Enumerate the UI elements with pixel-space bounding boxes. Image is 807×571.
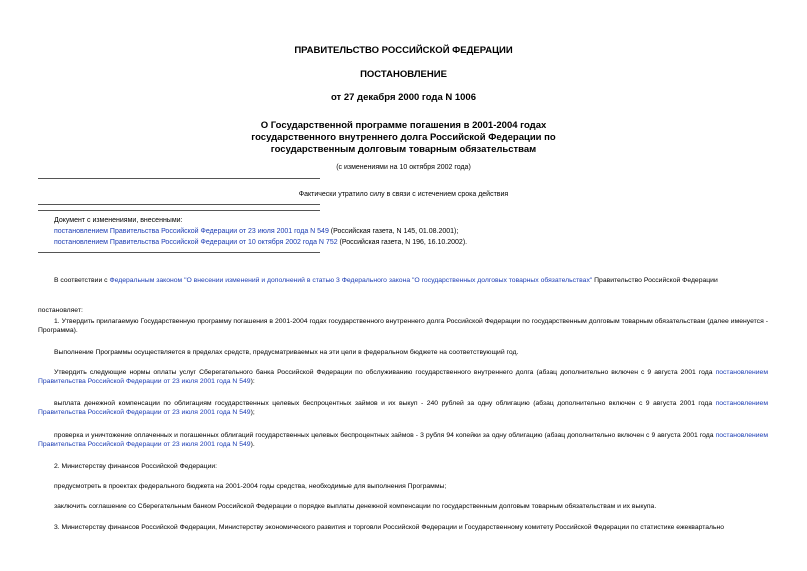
amendments-heading: Документ с изменениями, внесенными: (54, 217, 183, 224)
amendment-source: (Российская газета, N 196, 16.10.2002). (337, 239, 468, 246)
paragraph-text: Утвердить следующие нормы оплаты услуг Сберегательного банка Российской Федерации по обслуживанию государственного внутреннего долга (абзац дополнительно включен с 9 августа 2001 года (54, 369, 716, 376)
paragraph-text: ); (250, 409, 255, 416)
paragraph-text: проверка и уничтожение оплаченных и погашенных облигаций государственных целевых беспроцентных займов - 3 рубля 94 копейки за одну облигацию (абзац дополнительно включен с 9 августа 2001 года (54, 432, 716, 439)
doc-type-heading: ПОСТАНОВЛЕНИЕ (360, 69, 447, 80)
federal-law-link[interactable]: Федеральным законом "О внесении изменений и дополнений в статью 3 Федерального закона "О государственных долговых товарных обязательствах" (109, 277, 593, 284)
divider (38, 204, 320, 205)
divider (38, 210, 320, 211)
preamble (54, 276, 718, 285)
paragraph-9: 3. Министерству финансов Российской Федерации, Министерству экономического развития и торговли Российской Федерации и Государственному комитету Российской Федерации по статистике ежеквартально (54, 524, 725, 531)
amendment-item (54, 227, 458, 236)
title-line: государственным долговым товарным обязательствам (270, 144, 537, 155)
paragraph-text: ). (250, 441, 255, 448)
paragraph-8: заключить соглашение со Сберегательным банком Российской Федерации о порядке выплаты денежной компенсации по государственным долговым товарным обязательствам и их выкупа. (54, 503, 657, 510)
date-number-heading: от 27 декабря 2000 года N 1006 (330, 92, 476, 103)
resolution-link[interactable]: постановлением Правительства Российской Федерации от 23 июля 2001 года N 549 (38, 432, 768, 448)
divider (38, 252, 320, 253)
paragraph-text: ): (250, 378, 255, 385)
amended-note: (с изменениями на 10 октября 2002 года) (336, 164, 471, 171)
amendment-link[interactable]: постановлением Правительства Российской Федерации от 10 октября 2002 года N 752 (54, 239, 338, 246)
paragraph-1: 1. Утвердить прилагаемую Государственную программу погашения в 2001-2004 годах государственного внутреннего долга Российской Федерации по государственным долговым товарным обязательствам (далее именуется - Программа). (38, 318, 768, 334)
divider (38, 178, 320, 179)
paragraph-5 (38, 431, 768, 449)
government-heading: ПРАВИТЕЛЬСТВО РОССИЙСКОЙ ФЕДЕРАЦИИ (294, 45, 513, 56)
status-note: Фактически утратило силу в связи с истечением срока действия (298, 191, 509, 198)
resolution-link[interactable]: постановлением Правительства Российской Федерации от 23 июля 2001 года N 549 (38, 400, 768, 416)
amendment-source: (Российская газета, N 145, 01.08.2001); (328, 228, 459, 235)
amendment-item (54, 238, 467, 247)
preamble-text: Правительство Российской Федерации (592, 277, 718, 284)
paragraph-3 (38, 368, 768, 386)
title-line: государственного внутреннего долга Российской Федерации по (251, 132, 556, 143)
paragraph-7: предусмотреть в проектах федерального бюджета на 2001-2004 годы средства, необходимые для выполнения Программы; (54, 483, 447, 490)
resolution-link[interactable]: постановлением Правительства Российской Федерации от 23 июля 2001 года N 549 (38, 369, 768, 385)
document-title (0, 120, 807, 156)
title-line: О Государственной программе погашения в 2001-2004 годах (260, 120, 547, 131)
amendment-link[interactable]: постановлением Правительства Российской Федерации от 23 июля 2001 года N 549 (54, 228, 329, 235)
paragraph-2: Выполнение Программы осуществляется в пределах средств, предусматриваемых на эти цели в федеральном бюджете на соответствующий год. (54, 349, 519, 356)
paragraph-6: 2. Министерству финансов Российской Федерации: (54, 463, 218, 470)
paragraph-4 (38, 399, 768, 417)
paragraph-text: выплата денежной компенсации по облигациям государственных целевых беспроцентных займов и их выкуп - 240 рублей за одну облигацию (абзац дополнительно включен с 9 августа 2001 года (54, 400, 716, 407)
resolves-word: постановляет: (38, 307, 83, 314)
preamble-text: В соответствии с (54, 277, 110, 284)
